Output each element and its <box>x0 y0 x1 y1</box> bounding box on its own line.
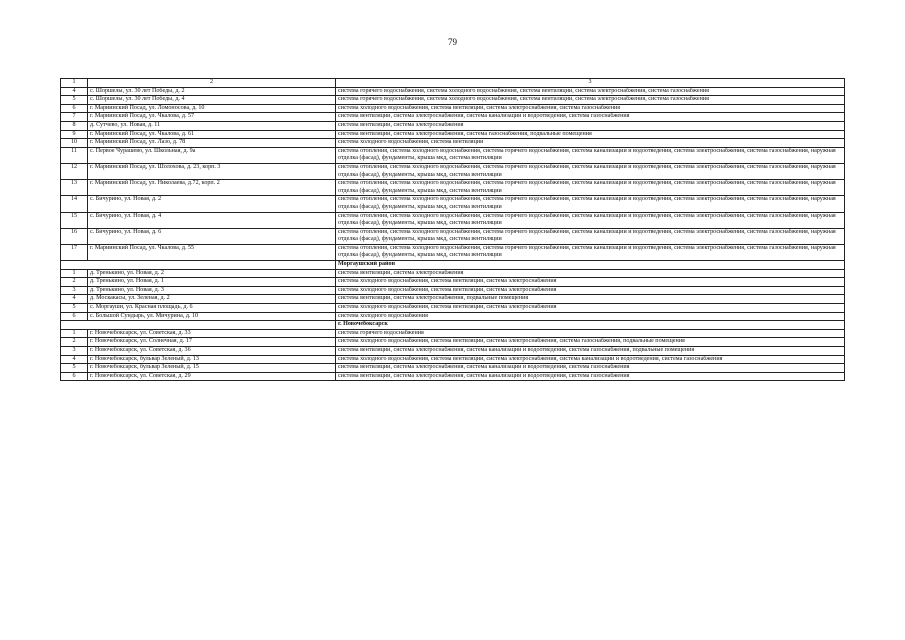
table-row <box>61 96 845 105</box>
row-address-cell: с. Шоршелы, ул. 30 лет Победы, д. 2 <box>88 87 336 96</box>
row-systems-cell: система отопления, система холодного водоснабжения, система горячего водоснабжения, система канализации и водоотведения, система электроснабжения, система газоснабжения, наружная отделка (фасад), фундаменты, крыша мкд, система вентиляции <box>336 244 845 260</box>
row-systems-cell: система холодного водоснабжения, система вентиляции, система электроснабжения <box>336 304 845 313</box>
table-row <box>61 113 845 122</box>
row-address-cell: с. Бичурино, ул. Новая, д. 6 <box>88 228 336 244</box>
row-number-cell: 6 <box>61 372 88 381</box>
row-systems-cell: система отопления, система холодного водоснабжения, система горячего водоснабжения, система канализации и водоотведения, система электроснабжения, система газоснабжения, наружная отделка (фасад), фундаменты, крыша мкд, система вентиляции <box>336 180 845 196</box>
row-number-cell: 6 <box>61 312 88 321</box>
row-number-cell: 4 <box>61 87 88 96</box>
row-systems-cell: система холодного водоснабжения, система вентиляции, система электроснабжения <box>336 286 845 295</box>
row-address-cell: г. Новочебоксарск, бульвар Зеленый, д. 13 <box>88 355 336 364</box>
row-number-cell: 4 <box>61 355 88 364</box>
row-address-cell: с. Большой Сундырь, ул. Мичурина, д. 10 <box>88 312 336 321</box>
table-row <box>61 228 845 244</box>
row-systems-cell: система вентиляции, система электроснабжения <box>336 121 845 130</box>
row-address-cell: с. Бичурино, ул. Новая, д. 2 <box>88 196 336 212</box>
row-number-cell: 12 <box>61 163 88 179</box>
row-systems-cell: система вентиляции, система электроснабжения, подвальные помещения <box>336 295 845 304</box>
row-systems-cell: система вентиляции, система электроснабжения, система канализации и водоотведения, система газоснабжения <box>336 113 845 122</box>
row-systems-cell: система горячего водоснабжения, система холодного водоснабжения, система вентиляции, система электроснабжения, система газоснабжения <box>336 96 845 105</box>
section-header-row <box>61 321 845 330</box>
table-row <box>61 147 845 163</box>
row-systems-cell: система вентиляции, система электроснабжения, система канализации и водоотведения, система газоснабжения <box>336 372 845 381</box>
table-row <box>61 212 845 228</box>
table-row <box>61 347 845 356</box>
row-address-cell: г. Новочебоксарск, бульвар Зеленый, д. 15 <box>88 364 336 373</box>
header-cell-systems: 3 <box>336 79 845 88</box>
row-number-cell: 13 <box>61 180 88 196</box>
table-row <box>61 163 845 179</box>
table-header-row <box>61 79 845 88</box>
page-number: 79 <box>448 37 457 47</box>
row-number-cell: 16 <box>61 228 88 244</box>
row-address-cell: д. Москакасы, ул. Зеленая, д. 2 <box>88 295 336 304</box>
section-title: Моргаушский район <box>336 261 845 270</box>
table-row <box>61 364 845 373</box>
table-row <box>61 355 845 364</box>
table-row <box>61 372 845 381</box>
row-address-cell: г. Мариинский Посад, ул. Ломоносова, д. 10 <box>88 104 336 113</box>
row-number-cell: 8 <box>61 121 88 130</box>
row-address-cell: г. Новочебоксарск, ул. Советская, д. 36 <box>88 347 336 356</box>
table-row <box>61 87 845 96</box>
row-address-cell: г. Мариинский Посад, ул. Чкалова, д. 55 <box>88 244 336 260</box>
row-address-cell: с. Моргауши, ул. Красная площадь, д. 6 <box>88 304 336 313</box>
section-empty-cell <box>61 321 336 330</box>
row-systems-cell: система вентиляции, система электроснабжения, система канализации и водоотведения, система газоснабжения, подвальные помещения <box>336 347 845 356</box>
row-number-cell: 5 <box>61 96 88 105</box>
row-number-cell: 5 <box>61 364 88 373</box>
row-address-cell: г. Мариинский Посад, ул. Шолохова, д. 23, корп. 3 <box>88 163 336 179</box>
row-systems-cell: система отопления, система холодного водоснабжения, система горячего водоснабжения, система канализации и водоотведения, система электроснабжения, система газоснабжения, наружная отделка (фасад), фундаменты, крыша мкд, система вентиляции <box>336 147 845 163</box>
table-body <box>61 79 845 381</box>
row-address-cell: с. Бичурино, ул. Новая, д. 4 <box>88 212 336 228</box>
row-number-cell: 9 <box>61 130 88 139</box>
row-address-cell: г. Мариинский Посад, ул. Чкалова, д. 57 <box>88 113 336 122</box>
row-address-cell: г. Мариинский Посад, ул. Николаева, д.72, корп. 2 <box>88 180 336 196</box>
row-number-cell: 1 <box>61 269 88 278</box>
table-row <box>61 286 845 295</box>
row-number-cell: 1 <box>61 329 88 338</box>
row-systems-cell: система вентиляции, система электроснабжения <box>336 269 845 278</box>
row-number-cell: 15 <box>61 212 88 228</box>
row-systems-cell: система горячего водоснабжения, система холодного водоснабжения, система вентиляции, система электроснабжения, система газоснабжения <box>336 87 845 96</box>
table-row <box>61 329 845 338</box>
table-row <box>61 278 845 287</box>
row-address-cell: г. Новочебоксарск, ул. Советская, д. 33 <box>88 329 336 338</box>
row-address-cell: д. Тренькино, ул. Новая, д. 2 <box>88 269 336 278</box>
row-systems-cell: система отопления, система холодного водоснабжения, система горячего водоснабжения, система канализации и водоотведения, система электроснабжения, система газоснабжения, наружная отделка (фасад), фундаменты, крыша мкд, система вентиляции <box>336 163 845 179</box>
section-title: г. Новочебоксарск <box>336 321 845 330</box>
row-systems-cell: система холодного водоснабжения, система вентиляции, система электроснабжения, система канализации и водоотведения, система газоснабжения <box>336 355 845 364</box>
row-number-cell: 10 <box>61 139 88 148</box>
row-systems-cell: система отопления, система холодного водоснабжения, система горячего водоснабжения, система канализации и водоотведения, система электроснабжения, система газоснабжения, наружная отделка (фасад), фундаменты, крыша мкд, система вентиляции <box>336 196 845 212</box>
row-systems-cell: система холодного водоснабжения, система вентиляции, система электроснабжения, система газоснабжения, подвальные помещения <box>336 338 845 347</box>
row-number-cell: 11 <box>61 147 88 163</box>
row-number-cell: 7 <box>61 113 88 122</box>
row-address-cell: д. Сутчево, ул. Новая, д. 11 <box>88 121 336 130</box>
row-number-cell: 3 <box>61 347 88 356</box>
row-address-cell: с. Шоршелы, ул. 30 лет Победы, д. 4 <box>88 96 336 105</box>
row-number-cell: 6 <box>61 104 88 113</box>
header-cell-number: 1 <box>61 79 88 88</box>
row-number-cell: 14 <box>61 196 88 212</box>
row-systems-cell: система вентиляции, система электроснабжения, система газоснабжения, подвальные помещения <box>336 130 845 139</box>
row-address-cell: г. Мариинский Посад, ул. Лазо, д. 78 <box>88 139 336 148</box>
row-number-cell: 17 <box>61 244 88 260</box>
table-row <box>61 312 845 321</box>
table-row <box>61 130 845 139</box>
systems-table <box>60 78 845 381</box>
row-systems-cell: система горячего водоснабжения <box>336 329 845 338</box>
table-row <box>61 121 845 130</box>
table-row <box>61 244 845 260</box>
row-address-cell: г. Мариинский Посад, ул. Чкалова, д. 61 <box>88 130 336 139</box>
table-row <box>61 139 845 148</box>
row-systems-cell: система холодного водоснабжения, система вентиляции, система электроснабжения, система газоснабжения <box>336 104 845 113</box>
table-row <box>61 338 845 347</box>
row-address-cell: г. Новочебоксарск, ул. Солнечная, д. 17 <box>88 338 336 347</box>
row-systems-cell: система отопления, система холодного водоснабжения, система горячего водоснабжения, система канализации и водоотведения, система электроснабжения, система газоснабжения, наружная отделка (фасад), фундаменты, крыша мкд, система вентиляции <box>336 212 845 228</box>
row-systems-cell: система холодного водоснабжения, система вентиляции, система электроснабжения <box>336 278 845 287</box>
row-number-cell: 4 <box>61 295 88 304</box>
header-cell-address: 2 <box>88 79 336 88</box>
row-address-cell: д. Тренькино, ул. Новая, д. 3 <box>88 286 336 295</box>
row-number-cell: 2 <box>61 338 88 347</box>
row-address-cell: д. Тренькино, ул. Новая, д. 1 <box>88 278 336 287</box>
row-systems-cell: система отопления, система холодного водоснабжения, система горячего водоснабжения, система канализации и водоотведения, система электроснабжения, система газоснабжения, наружная отделка (фасад), фундаменты, крыша мкд, система вентиляции <box>336 228 845 244</box>
table-row <box>61 104 845 113</box>
table-row <box>61 196 845 212</box>
row-systems-cell: система вентиляции, система электроснабжения, система канализации и водоотведения, система газоснабжения <box>336 364 845 373</box>
row-number-cell: 5 <box>61 304 88 313</box>
table-row <box>61 295 845 304</box>
row-number-cell: 2 <box>61 278 88 287</box>
row-address-cell: г. Новочебоксарск, ул. Советская, д. 29 <box>88 372 336 381</box>
table-row <box>61 304 845 313</box>
table-row <box>61 269 845 278</box>
section-empty-cell <box>61 261 336 270</box>
row-address-cell: с. Первое Чурашево, ул. Школьная, д. 9а <box>88 147 336 163</box>
row-number-cell: 3 <box>61 286 88 295</box>
row-systems-cell: система холодного водоснабжения, система вентиляции <box>336 139 845 148</box>
row-systems-cell: система холодного водоснабжения <box>336 312 845 321</box>
table-row <box>61 180 845 196</box>
section-header-row <box>61 261 845 270</box>
